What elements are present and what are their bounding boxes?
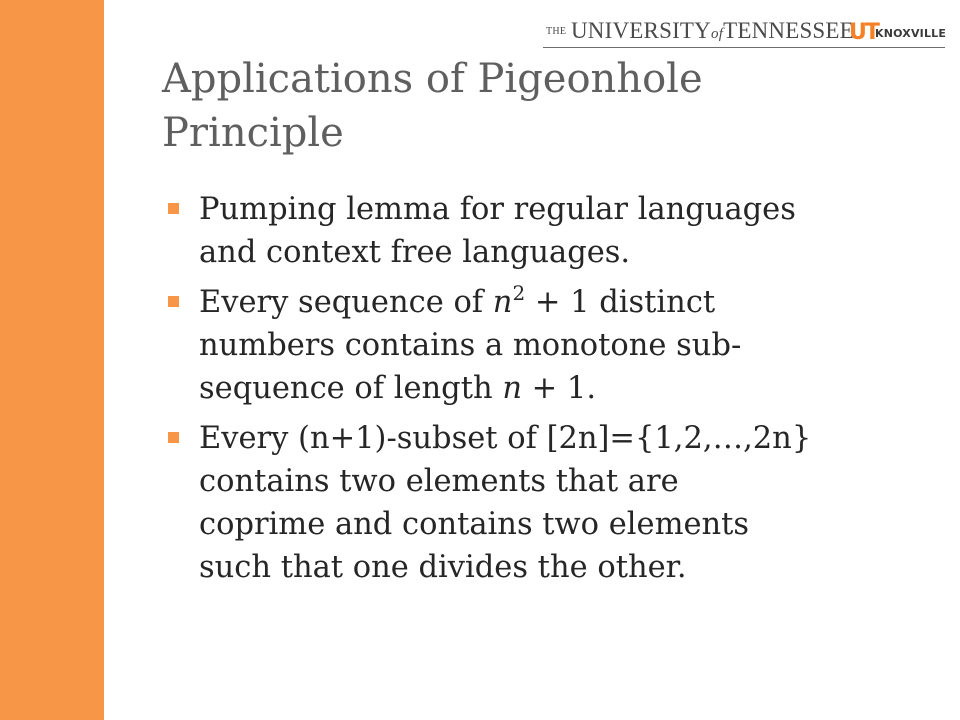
square-bullet-icon (168, 296, 179, 307)
bullet-3-line-3: coprime and contains two elements (199, 507, 750, 542)
bullet-2-line-1-text: Every sequence of (199, 285, 493, 320)
university-logo (543, 18, 945, 48)
bullet-2-line-3-tail: + 1. (521, 371, 597, 406)
square-bullet-icon (168, 432, 179, 443)
logo-university: UNIVERSITY (571, 18, 711, 43)
logo-tennessee: TENNESSEE (723, 18, 854, 43)
bullet-2-line-1 (199, 281, 892, 324)
bullet-2-line-2: numbers contains a monotone sub- (199, 328, 742, 363)
bullet-2-line-3 (199, 367, 892, 410)
math-var-n: n (492, 285, 513, 320)
bullet-item-pumping-lemma (162, 188, 892, 274)
bullet-1-line-2: and context free languages. (199, 235, 631, 270)
slide-title (162, 52, 922, 160)
logo-the: THE (546, 26, 567, 37)
bullet-2-line-1-tail: + 1 distinct (525, 285, 716, 320)
bullet-3-line-1: Every (n+1)-subset of [2n]={1,2,…,2n} (199, 421, 812, 456)
title-line-2: Principle (162, 110, 344, 156)
bullet-2-line-3-text: sequence of length (199, 371, 503, 406)
ut-logo-icon: UT (849, 20, 878, 45)
math-var-n: n (502, 371, 522, 406)
logo-underline (543, 47, 945, 48)
bullet-item-monotone-subsequence (162, 281, 892, 410)
orange-side-band (0, 0, 104, 720)
logo-knoxville: KNOXVILLE (875, 27, 947, 40)
logo-of: of (711, 26, 724, 42)
bullet-item-subset-coprime (162, 417, 892, 589)
bullet-3-line-2: contains two elements that are (199, 464, 679, 499)
bullet-3-line-4: such that one divides the other. (199, 550, 687, 585)
bullet-1-line-1: Pumping lemma for regular languages (199, 192, 796, 227)
bullet-list (162, 188, 892, 596)
title-line-1: Applications of Pigeonhole (162, 56, 703, 102)
square-bullet-icon (168, 203, 179, 214)
logo-university-of-tennessee (571, 18, 854, 44)
math-exponent: 2 (512, 281, 526, 305)
